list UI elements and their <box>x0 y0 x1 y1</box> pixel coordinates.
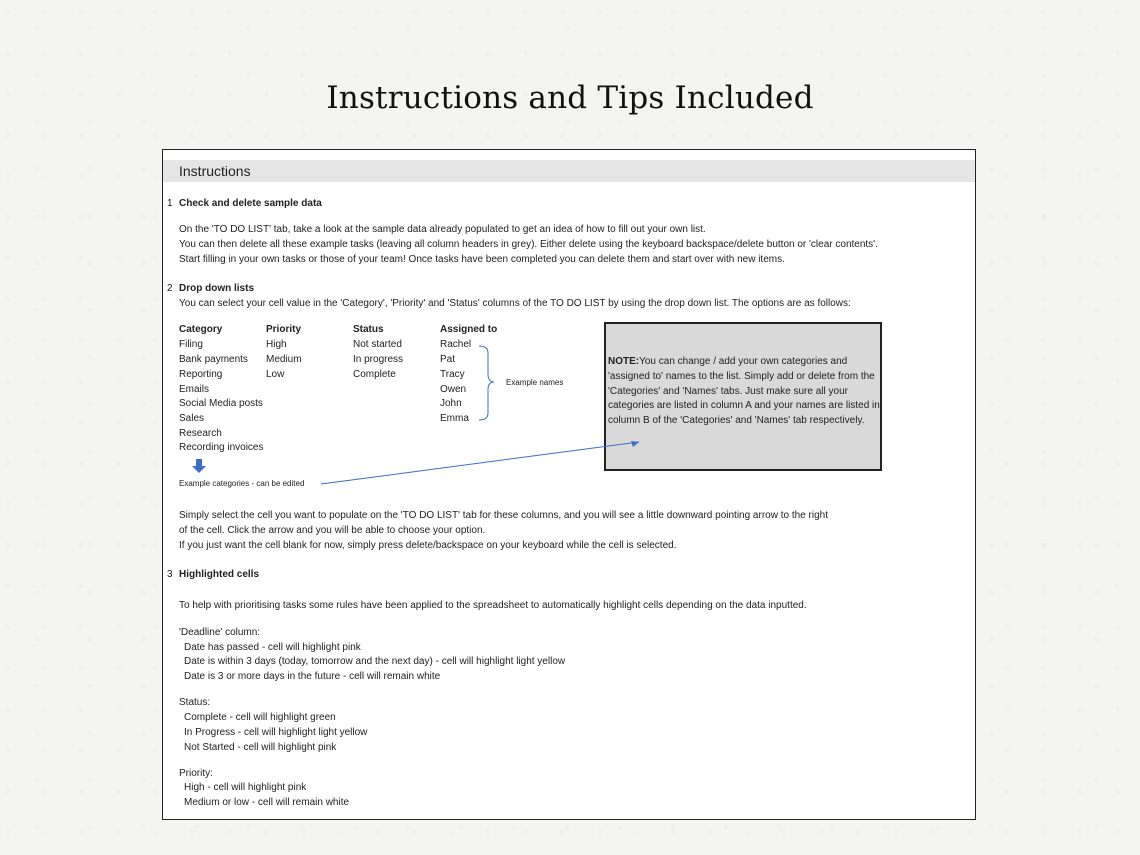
status-title: Status: <box>179 697 211 708</box>
section-number: 3 <box>167 569 173 580</box>
rule-line: In Progress - cell will highlight light yellow <box>184 727 368 738</box>
bracket-icon <box>479 346 494 420</box>
priority-title: Priority: <box>179 768 213 779</box>
connector-line <box>321 442 639 484</box>
text-line: of the cell. Click the arrow and you will be able to choose your option. <box>179 525 486 536</box>
priority-header: Priority <box>266 324 302 335</box>
rule-line: Complete - cell will highlight green <box>184 712 336 723</box>
assignee-item: John <box>440 398 462 409</box>
page-title: Instructions and Tips Included <box>326 80 814 116</box>
assignee-item: Owen <box>440 384 467 395</box>
sheet-header-label: Instructions <box>179 163 251 179</box>
category-item: Research <box>179 428 222 439</box>
text-line: If you just want the cell blank for now, simply press delete/backspace on your keyboard while the cell is selected. <box>179 540 677 551</box>
section-number: 2 <box>167 283 173 294</box>
note-body: You can change / add your own categories and 'assigned to' names to the list. Simply add or delete from the 'Categories' and 'Names' tabs. Just make sure all your categories are listed in column A and your names are listed in column B of the 'Categories' and 'Names' tab respectively. <box>608 356 880 427</box>
instructions-sheet <box>162 149 976 820</box>
rule-line: Date has passed - cell will highlight pink <box>184 642 361 653</box>
category-item: Social Media posts <box>179 398 263 409</box>
category-header: Category <box>179 324 223 335</box>
rule-line: Not Started - cell will highlight pink <box>184 742 337 753</box>
example-categories-label: Example categories - can be edited <box>179 479 305 488</box>
status-header: Status <box>353 324 384 335</box>
status-item: In progress <box>353 354 404 365</box>
priority-item: Low <box>266 369 285 380</box>
section-title: Highlighted cells <box>179 569 260 580</box>
text-line: On the 'TO DO LIST' tab, take a look at the sample data already populated to get an idea of how to fill out your own list. <box>179 224 706 235</box>
assigned-header: Assigned to <box>440 324 498 335</box>
category-item: Filing <box>179 339 203 350</box>
category-item: Emails <box>179 384 210 395</box>
category-item: Sales <box>179 413 205 424</box>
arrowhead-icon <box>631 441 639 447</box>
text-line: You can then delete all these example tasks (leaving all column headers in grey). Either delete using the keyboard backspace/delete button or 'clear contents'. <box>179 239 878 250</box>
status-item: Not started <box>353 339 402 350</box>
rule-line: Medium or low - cell will remain white <box>184 797 350 808</box>
text-line: Simply select the cell you want to populate on the 'TO DO LIST' tab for these columns, and you will see a little downward pointing arrow to the right <box>179 510 828 521</box>
text-line: To help with prioritising tasks some rules have been applied to the spreadsheet to automatically highlight cells depending on the data inputted. <box>179 600 807 611</box>
assignee-item: Pat <box>440 354 456 365</box>
priority-item: High <box>266 339 287 350</box>
note-label: NOTE: <box>608 356 640 367</box>
rule-line: High - cell will highlight pink <box>184 782 307 793</box>
assignee-item: Emma <box>440 413 469 424</box>
section-title: Check and delete sample data <box>179 198 322 209</box>
assignee-item: Tracy <box>440 369 465 380</box>
rule-line: Date is within 3 days (today, tomorrow and the next day) - cell will highlight light yellow <box>184 656 566 667</box>
status-item: Complete <box>353 369 396 380</box>
priority-item: Medium <box>266 354 302 365</box>
category-item: Reporting <box>179 369 223 380</box>
text-line: You can select your cell value in the 'Category', 'Priority' and 'Status' columns of the TO DO LIST by using the drop down list. The options are as follows: <box>179 298 851 309</box>
text-line: Start filling in your own tasks or those of your team! Once tasks have been completed you can delete them and start over with new items. <box>179 254 785 265</box>
section-number: 1 <box>167 198 173 209</box>
section-title: Drop down lists <box>179 283 254 294</box>
rule-line: Date is 3 or more days in the future - cell will remain white <box>184 671 441 682</box>
assignee-item: Rachel <box>440 339 472 350</box>
deadline-title: 'Deadline' column: <box>179 627 261 638</box>
category-item: Bank payments <box>179 354 248 365</box>
category-item: Recording invoices <box>179 442 264 453</box>
example-names-label: Example names <box>506 378 564 387</box>
